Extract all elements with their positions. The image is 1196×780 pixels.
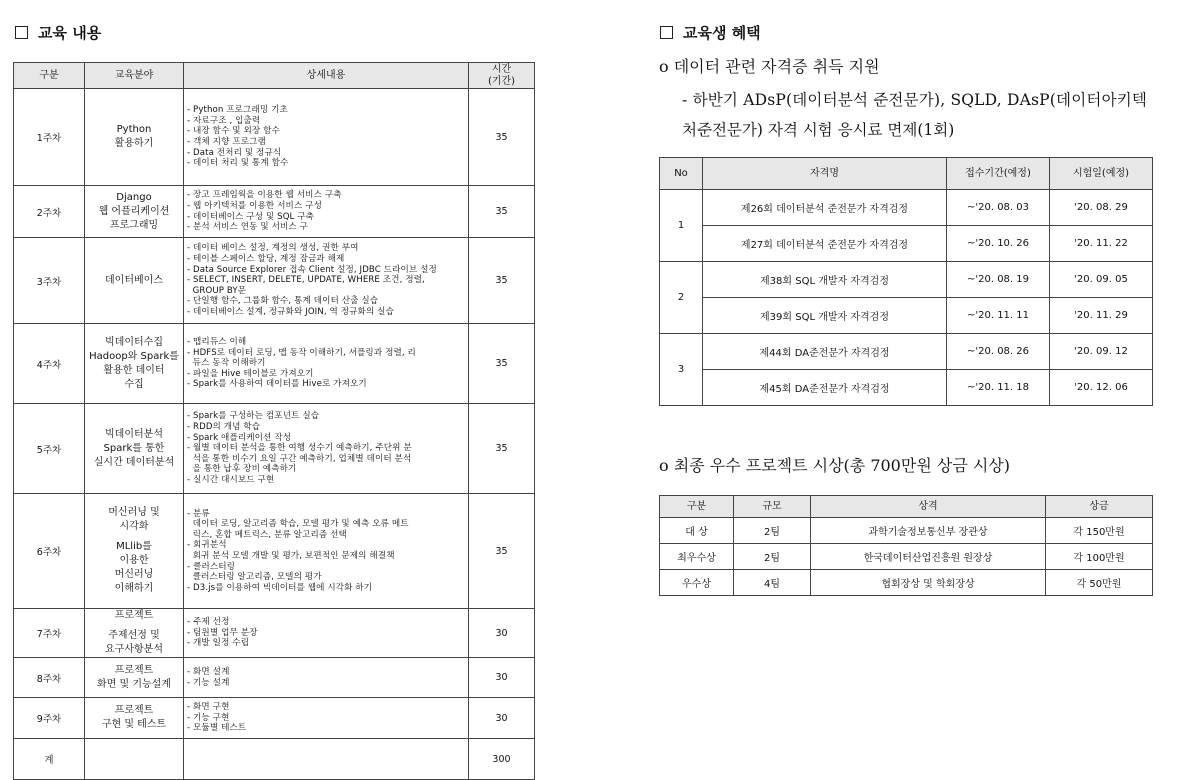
area-line: Spark를 통한 (103, 442, 165, 454)
detail-line: - 맵리듀스 이해 (187, 337, 247, 348)
award-grade-cell: 협회장상 및 학회장상 (811, 570, 1046, 596)
area-cell (85, 494, 184, 609)
cert-no-cell: 2 (660, 262, 703, 334)
detail-cell (184, 404, 469, 494)
area-cell (85, 186, 184, 238)
cert-support-title: o 데이터 관련 자격증 취득 지원 (659, 57, 880, 76)
cert-exam-cell: '20. 09. 12 (1050, 334, 1153, 370)
cert-row (660, 190, 1153, 226)
award-type-cell: 대 상 (660, 518, 734, 544)
area-line: 머신러닝 및 (108, 507, 160, 518)
area-line: 활용한 데이터 (103, 364, 165, 376)
curriculum-row (14, 89, 535, 186)
detail-line: - 주제 선정 (187, 617, 230, 628)
checkbox-square-icon (15, 26, 28, 39)
week-cell: 9주차 (14, 698, 85, 739)
detail-line: 릭스, 혼합 메트릭스, 분류 알고리즘 선택 (187, 529, 347, 540)
area-line: 주제선정 및 (108, 630, 160, 641)
cert-exam-cell: '20. 08. 29 (1050, 190, 1153, 226)
detail-line: 듀스 동작 이해하기 (187, 358, 266, 369)
area-line: 요구사항분석 (105, 644, 163, 655)
cert-reg-cell: ~'20. 08. 03 (947, 190, 1050, 226)
week-cell: 8주차 (14, 658, 85, 698)
detail-cell (184, 658, 469, 698)
cert-col-exam: 시험일(예정) (1050, 158, 1153, 190)
award-row (660, 544, 1153, 570)
area-line: 활용하기 (114, 138, 154, 149)
award-row (660, 570, 1153, 596)
award-grade-cell: 한국데이터산업진흥원 원장상 (811, 544, 1046, 570)
week-cell: 6주차 (14, 494, 85, 609)
area-cell (85, 698, 184, 739)
cert-exam-cell: '20. 12. 06 (1050, 370, 1153, 406)
award-prize-cell: 각 100만원 (1046, 544, 1153, 570)
cert-name-cell: 제27회 데이터분석 준전문가 자격검정 (703, 226, 947, 262)
cert-name-cell: 제44회 DA준전문가 자격검정 (703, 334, 947, 370)
col-detail: 상세내용 (184, 63, 469, 89)
area-line: 프로젝트 (114, 610, 154, 621)
curriculum-row (14, 739, 535, 780)
cert-support-desc-1: - 하반기 ADsP(데이터분석 준전문가), SQLD, DAsP(데이터아키텍 (682, 91, 1148, 109)
col-area: 교육분야 (85, 63, 184, 89)
area-line: 실시간 데이터분석 (93, 456, 175, 468)
detail-line: - 테이블 스페이스 할당, 계정 잠금과 해제 (187, 254, 345, 265)
detail-line: - HDFS로 데이터 로딩, 맵 동작 이해하기, 셔플링과 정렬, 리 (187, 347, 416, 358)
detail-line: - 장고 프레임웍을 이용한 웹 서비스 구축 (187, 190, 342, 201)
cert-exam-cell: '20. 09. 05 (1050, 262, 1153, 298)
checkbox-square-icon (660, 26, 673, 39)
hours-cell: 30 (469, 698, 535, 739)
cert-row (660, 298, 1153, 334)
cert-no-cell: 3 (660, 334, 703, 406)
area-line: 빅데이터수집 (105, 336, 163, 348)
detail-line: - 팀원별 업무 분장 (187, 627, 258, 638)
area-line: 화면 및 기능설계 (97, 678, 171, 690)
award-size-cell: 2팀 (734, 544, 811, 570)
detail-line: - 개발 일정 수립 (187, 638, 250, 649)
area-line: 이해하기 (114, 583, 154, 594)
detail-line: - 화면 설계 (187, 666, 230, 677)
certification-table (659, 157, 1153, 406)
award-type-cell: 최우수상 (660, 544, 734, 570)
area-line: Python (116, 124, 152, 135)
area-cell (85, 404, 184, 494)
area-line: 구현 및 테스트 (101, 719, 167, 730)
detail-line: - 화면 구현 (187, 702, 230, 713)
area-cell (85, 324, 184, 404)
cert-name-cell: 제26회 데이터분석 준전문가 자격검정 (703, 190, 947, 226)
curriculum-row (14, 658, 535, 698)
curriculum-row (14, 404, 535, 494)
hours-cell: 35 (469, 324, 535, 404)
detail-line: 석을 통한 비수기 요일 구간 예측하기, 업체별 데이터 분석 (187, 453, 412, 464)
hours-cell: 300 (469, 739, 535, 780)
detail-cell (184, 739, 469, 780)
week-cell: 4주차 (14, 324, 85, 404)
area-line: Hadoop와 Spark를 (89, 350, 179, 362)
week-cell: 1주차 (14, 89, 85, 186)
area-cell (85, 238, 184, 324)
col-week: 구분 (14, 63, 85, 89)
curriculum-heading (15, 22, 101, 43)
cert-name-cell: 제38회 SQL 개발자 자격검정 (703, 262, 947, 298)
curriculum-row (14, 609, 535, 658)
detail-line: 데이터 로딩, 알고리즘 학습, 모델 평가 및 예측 오류 메트 (187, 519, 409, 530)
area-line: Django (116, 191, 152, 203)
cert-reg-cell: ~'20. 08. 26 (947, 334, 1050, 370)
cert-col-no: No (660, 158, 703, 190)
curriculum-row (14, 324, 535, 404)
detail-line: 을 통한 납후 장비 예측하기 (187, 464, 297, 475)
detail-line: - Spark 애플리케이션 작성 (187, 432, 292, 443)
week-cell: 7주차 (14, 609, 85, 658)
detail-line: - 단일행 함수, 그룹화 함수, 통계 데이터 산출 실습 (187, 296, 379, 307)
cert-reg-cell: ~'20. 11. 18 (947, 370, 1050, 406)
detail-line: - 데이터 처리 및 통계 함수 (187, 158, 289, 169)
col-hours-line: 시간 (491, 63, 512, 75)
hours-cell: 35 (469, 238, 535, 324)
area-line: 빅데이터분석 (105, 428, 163, 440)
area-line: 시각화 (119, 521, 149, 532)
detail-cell (184, 494, 469, 609)
detail-cell (184, 238, 469, 324)
cert-row (660, 370, 1153, 406)
detail-line: - 내장 함수 및 외장 함수 (187, 126, 280, 137)
col-hours-line: (기간) (487, 75, 516, 87)
cert-reg-cell: ~'20. 11. 11 (947, 298, 1050, 334)
detail-line: - 데이터 베이스 설정, 계정의 생성, 권한 부여 (187, 243, 359, 254)
detail-cell (184, 609, 469, 658)
curriculum-heading-text: 교육 내용 (38, 24, 102, 42)
award-type-cell: 우수상 (660, 570, 734, 596)
detail-line: - 기능 설계 (187, 677, 230, 688)
detail-line: - 데이터베이스 구성 및 SQL 구축 (187, 211, 315, 222)
detail-line: - SELECT, INSERT, DELETE, UPDATE, WHERE 조건, 정렬, (187, 275, 425, 286)
week-cell: 2주차 (14, 186, 85, 238)
area-cell (85, 739, 184, 780)
detail-cell (184, 89, 469, 186)
detail-cell (184, 186, 469, 238)
cert-row (660, 262, 1153, 298)
detail-line: - 파일을 Hive 테이블로 가져오기 (187, 368, 314, 379)
award-size-cell: 4팀 (734, 570, 811, 596)
detail-line: - 분석 서비스 연동 및 서비스 구 (187, 222, 309, 233)
detail-line: - D3.js를 이용하여 빅데이터를 웹에 시각화 하기 (187, 582, 373, 593)
award-row (660, 518, 1153, 544)
curriculum-row (14, 494, 535, 609)
curriculum-row (14, 238, 535, 324)
cert-row (660, 226, 1153, 262)
detail-line: - Data Source Explorer 접속 Client 설정, JDBC 드라이브 설정 (187, 264, 437, 275)
area-cell (85, 658, 184, 698)
detail-cell (184, 324, 469, 404)
detail-line: - 월별 데이터 분석을 통한 여행 성수기 예측하기, 주단위 분 (187, 443, 412, 454)
area-line: 웹 어플리케이션 (98, 205, 170, 217)
cert-reg-cell: ~'20. 10. 26 (947, 226, 1050, 262)
award-prize-cell: 각 150만원 (1046, 518, 1153, 544)
detail-line: - 클러스터링 (187, 561, 236, 572)
benefits-heading (660, 22, 761, 43)
detail-line: - 모듈별 테스트 (187, 723, 247, 734)
area-cell (85, 89, 184, 186)
curriculum-table (13, 62, 535, 780)
hours-cell: 35 (469, 186, 535, 238)
award-grade-cell: 과학기술정보통신부 장관상 (811, 518, 1046, 544)
detail-line: - 기능 구현 (187, 712, 230, 723)
detail-line: - 분류 (187, 508, 210, 519)
area-line: 이용한 (119, 555, 149, 566)
cert-no-cell: 1 (660, 190, 703, 262)
area-line: 머신러닝 (114, 569, 154, 580)
week-cell: 3주차 (14, 238, 85, 324)
cert-exam-cell: '20. 11. 29 (1050, 298, 1153, 334)
cert-reg-cell: ~'20. 08. 19 (947, 262, 1050, 298)
detail-line: 클러스터링 알고리즘, 모델의 평가 (187, 572, 322, 583)
detail-line: - RDD의 개념 학습 (187, 422, 261, 433)
cert-row (660, 334, 1153, 370)
area-line: 프로젝트 (114, 705, 154, 716)
cert-support-desc-2: 처준전문가) 자격 시험 응시료 면제(1회) (682, 121, 955, 139)
area-line: 프로그래밍 (109, 219, 159, 231)
detail-line: - 자료구조 , 입출력 (187, 115, 261, 126)
cert-name-cell: 제45회 DA준전문가 자격검정 (703, 370, 947, 406)
area-cell (85, 609, 184, 658)
col-hours (469, 63, 535, 89)
cert-name-cell: 제39회 SQL 개발자 자격검정 (703, 298, 947, 334)
detail-line: - Spark를 사용하여 데이터를 Hive로 가져오기 (187, 379, 367, 390)
award-prize-cell: 각 50만원 (1046, 570, 1153, 596)
benefits-heading-text: 교육생 혜택 (683, 24, 761, 42)
award-col-size: 규모 (734, 496, 811, 518)
award-table (659, 495, 1153, 596)
detail-line: - 회귀분석 (187, 540, 227, 551)
detail-line: - 객체 지향 프로그램 (187, 137, 266, 147)
cert-exam-cell: '20. 11. 22 (1050, 226, 1153, 262)
area-line: 데이터베이스 (105, 274, 163, 286)
award-size-cell: 2팀 (734, 518, 811, 544)
curriculum-row (14, 698, 535, 739)
hours-cell: 30 (469, 609, 535, 658)
detail-line: - 웹 아키텍처를 이용한 서비스 구성 (187, 200, 322, 211)
detail-line: - Data 전처리 및 정규식 (187, 147, 282, 158)
detail-line: - 데이터베이스 설계, 정규화와 JOIN, 역 정규화의 실습 (187, 306, 394, 317)
hours-cell: 35 (469, 494, 535, 609)
award-col-type: 구분 (660, 496, 734, 518)
hours-cell: 30 (469, 658, 535, 698)
week-cell: 5주차 (14, 404, 85, 494)
cert-col-name: 자격명 (703, 158, 947, 190)
detail-line: GROUP BY문 (187, 285, 247, 296)
award-title: o 최종 우수 프로젝트 시상(총 700만원 상금 시상) (659, 456, 1011, 475)
hours-cell: 35 (469, 404, 535, 494)
award-col-grade: 상격 (811, 496, 1046, 518)
area-line: 프로젝트 (114, 664, 154, 676)
cert-col-reg: 접수기간(예정) (947, 158, 1050, 190)
award-col-prize: 상금 (1046, 496, 1153, 518)
curriculum-row (14, 186, 535, 238)
detail-cell (184, 698, 469, 739)
detail-line: - Spark를 구성하는 컴포넌트 실습 (187, 411, 320, 422)
detail-line: - Python 프로그래밍 기초 (187, 105, 288, 116)
detail-line: - 실시간 대시보드 구현 (187, 474, 275, 485)
hours-cell: 35 (469, 89, 535, 186)
detail-line: 회귀 분석 모델 개발 및 평가, 보편적인 문제의 해결책 (187, 551, 395, 561)
week-cell: 계 (14, 739, 85, 780)
area-line: MLlib를 (116, 541, 152, 552)
area-line: 수집 (124, 378, 144, 390)
